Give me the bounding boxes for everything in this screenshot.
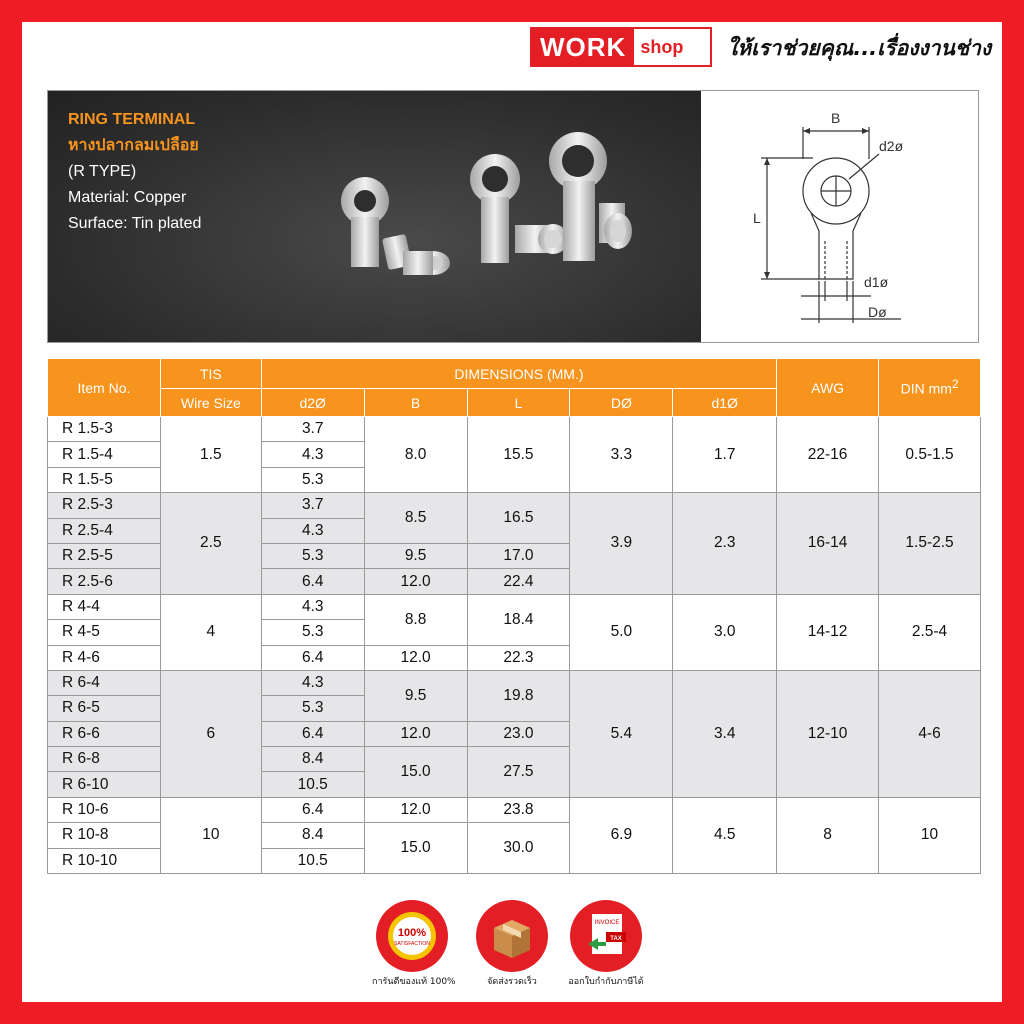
l-value: 17.0: [467, 543, 570, 568]
item-no: R 1.5-5: [48, 467, 161, 492]
item-no: R 2.5-5: [48, 543, 161, 568]
awg-value: 22-16: [777, 417, 879, 493]
b-value: 15.0: [364, 747, 467, 798]
workshop-logo: [530, 27, 712, 67]
header-item-no: Item No.: [48, 359, 161, 417]
d2-value: 5.3: [261, 696, 364, 721]
header-awg: AWG: [777, 359, 879, 417]
header-d: DØ: [570, 389, 673, 417]
item-no: R 4-6: [48, 645, 161, 670]
b-value: 12.0: [364, 569, 467, 594]
item-no: R 6-10: [48, 772, 161, 797]
banner-text: [68, 107, 201, 237]
d-value: 3.3: [570, 417, 673, 493]
item-no: R 2.5-3: [48, 493, 161, 518]
dimension-diagram: [701, 91, 978, 342]
b-value: 9.5: [364, 543, 467, 568]
ring-terminal-small: [341, 138, 450, 275]
table-row: [48, 670, 981, 695]
banner-title: RING TERMINAL: [68, 111, 196, 128]
banner-surface: Surface: Tin plated: [68, 215, 202, 232]
header-din-sup: 2: [951, 378, 959, 392]
badge-invoice: [566, 900, 646, 988]
logo-shop-text: shop: [640, 36, 684, 57]
satisfaction-badge-icon: [376, 900, 448, 972]
header-b: B: [364, 389, 467, 417]
l-value: 22.3: [467, 645, 570, 670]
l-value: 23.0: [467, 721, 570, 746]
l-value: 30.0: [467, 823, 570, 874]
l-value: 18.4: [467, 594, 570, 645]
banner-material: Material: Copper: [68, 189, 187, 206]
d2-value: 3.7: [261, 493, 364, 518]
b-value: 12.0: [364, 721, 467, 746]
ring-terminal-drawing: [701, 91, 978, 342]
product-banner: [47, 90, 979, 343]
din-value: 1.5-2.5: [879, 493, 981, 595]
d2-value: 3.7: [261, 417, 364, 442]
b-value: 12.0: [364, 645, 467, 670]
spec-table: [47, 358, 981, 874]
b-value: 8.0: [364, 417, 467, 493]
tax-invoice-icon: [570, 900, 642, 972]
l-value: 23.8: [467, 797, 570, 822]
header-l: L: [467, 389, 570, 417]
d1-value: 3.0: [673, 594, 777, 670]
l-value: 15.5: [467, 417, 570, 493]
label-d2: d2ø: [879, 138, 904, 154]
item-no: R 2.5-4: [48, 518, 161, 543]
awg-value: 12-10: [777, 670, 879, 797]
slogan: ให้เราช่วยคุณ...เรื่องงานช่าง: [727, 36, 992, 60]
item-no: R 6-8: [48, 747, 161, 772]
d2-value: 6.4: [261, 797, 364, 822]
b-value: 8.8: [364, 594, 467, 645]
label-d1: d1ø: [864, 274, 889, 290]
badge-caption: ออกใบกำกับภาษีได้: [568, 977, 644, 987]
label-d: Dø: [868, 304, 887, 320]
l-value: 16.5: [467, 493, 570, 544]
table-row: [48, 417, 981, 442]
item-no: R 1.5-3: [48, 417, 161, 442]
d2-value: 4.3: [261, 518, 364, 543]
l-value: 19.8: [467, 670, 570, 721]
d2-value: 4.3: [261, 442, 364, 467]
d-value: 6.9: [570, 797, 673, 873]
tis-wire-size: 1.5: [160, 417, 261, 493]
awg-value: 8: [777, 797, 879, 873]
header-tis: TIS: [160, 359, 261, 389]
d2-value: 10.5: [261, 848, 364, 873]
box-icon: [476, 900, 548, 972]
l-value: 27.5: [467, 747, 570, 798]
table-row: [48, 493, 981, 518]
header-dimensions: DIMENSIONS (MM.): [261, 359, 776, 389]
item-no: R 6-6: [48, 721, 161, 746]
item-no: R 1.5-4: [48, 442, 161, 467]
tis-wire-size: 10: [160, 797, 261, 873]
d1-value: 3.4: [673, 670, 777, 797]
header-d1: d1Ø: [673, 389, 777, 417]
table-row: [48, 797, 981, 822]
d2-value: 6.4: [261, 569, 364, 594]
banner-photo-panel: [48, 91, 701, 342]
d2-value: 5.3: [261, 620, 364, 645]
header-wire-size: Wire Size: [160, 389, 261, 417]
d1-value: 1.7: [673, 417, 777, 493]
header: [22, 22, 1002, 86]
table-row: [48, 594, 981, 619]
item-no: R 10-8: [48, 823, 161, 848]
footer-badges: [0, 900, 1024, 990]
header-din-label: DIN mm: [900, 380, 952, 397]
item-no: R 2.5-6: [48, 569, 161, 594]
item-no: R 6-5: [48, 696, 161, 721]
din-value: 4-6: [879, 670, 981, 797]
d2-value: 4.3: [261, 670, 364, 695]
badge-satisfaction: [372, 900, 456, 988]
banner-thai-title: หางปลากลมเปลือย: [68, 137, 199, 154]
b-value: 8.5: [364, 493, 467, 544]
tis-wire-size: 6: [160, 670, 261, 797]
header-din: [879, 359, 981, 417]
d2-value: 4.3: [261, 594, 364, 619]
badge-caption: จัดส่งรวดเร็ว: [487, 977, 537, 987]
item-no: R 4-4: [48, 594, 161, 619]
d1-value: 2.3: [673, 493, 777, 595]
ring-terminals-photo: [313, 131, 633, 331]
satisfaction-subtext: SATISFACTION: [394, 941, 430, 947]
d2-value: 10.5: [261, 772, 364, 797]
b-value: 12.0: [364, 797, 467, 822]
invoice-text: INVOICE: [594, 920, 620, 926]
b-value: 9.5: [364, 670, 467, 721]
d1-value: 4.5: [673, 797, 777, 873]
item-no: R 10-10: [48, 848, 161, 873]
l-value: 22.4: [467, 569, 570, 594]
din-value: 0.5-1.5: [879, 417, 981, 493]
item-no: R 4-5: [48, 620, 161, 645]
tis-wire-size: 2.5: [160, 493, 261, 595]
banner-type: (R TYPE): [68, 163, 137, 180]
d-value: 3.9: [570, 493, 673, 595]
logo-work-text: WORK: [532, 29, 634, 65]
b-value: 15.0: [364, 823, 467, 874]
label-l: L: [753, 210, 761, 226]
satisfaction-text: 100%: [397, 927, 427, 939]
d2-value: 8.4: [261, 747, 364, 772]
din-value: 10: [879, 797, 981, 873]
d2-value: 5.3: [261, 467, 364, 492]
awg-value: 14-12: [777, 594, 879, 670]
awg-value: 16-14: [777, 493, 879, 595]
d-value: 5.4: [570, 670, 673, 797]
din-value: 2.5-4: [879, 594, 981, 670]
d2-value: 6.4: [261, 645, 364, 670]
header-d2: d2Ø: [261, 389, 364, 417]
d2-value: 6.4: [261, 721, 364, 746]
tis-wire-size: 4: [160, 594, 261, 670]
label-b: B: [831, 110, 841, 126]
badge-caption: การันตีของแท้ 100%: [372, 977, 456, 987]
d2-value: 8.4: [261, 823, 364, 848]
badge-shipping: [472, 900, 552, 988]
d2-value: 5.3: [261, 543, 364, 568]
d-value: 5.0: [570, 594, 673, 670]
item-no: R 10-6: [48, 797, 161, 822]
tax-text: TAX: [610, 936, 622, 942]
item-no: R 6-4: [48, 670, 161, 695]
